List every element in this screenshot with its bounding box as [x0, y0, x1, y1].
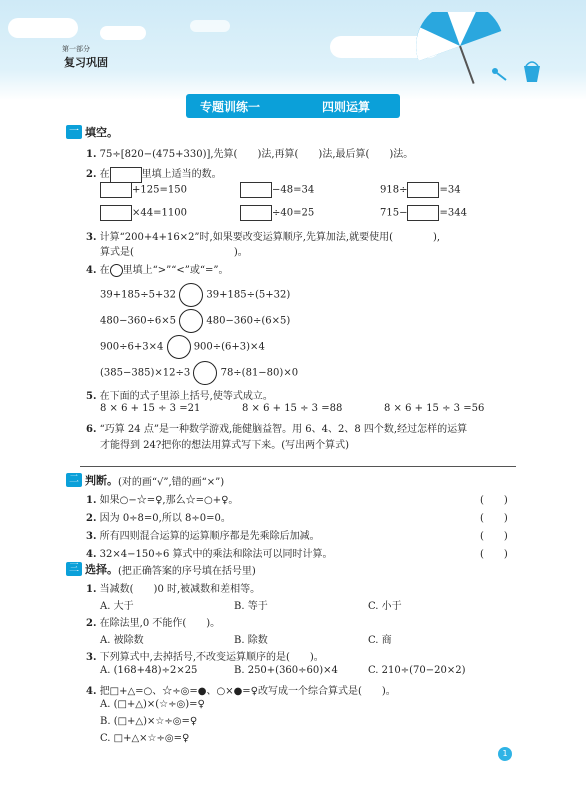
section-number: 三 [66, 562, 82, 576]
comparison-row: 480−360÷6×5 480−360÷(6×5) [100, 309, 290, 333]
section-fill-blank [66, 124, 118, 140]
answer-paren[interactable]: ( ) [480, 495, 508, 506]
judgment-item: 3. 所有四则混合运算的运算顺序都是先乘除后加减。 [86, 531, 320, 542]
section-multiple-choice [66, 561, 256, 577]
compare-circle[interactable] [193, 361, 217, 385]
answer-paren[interactable]: ( ) [480, 549, 508, 560]
judgment-item: 1. 如果○−☆=♀,那么☆=○+♀。 [86, 495, 239, 506]
answer-paren[interactable]: ( ) [480, 513, 508, 524]
banner-label: 专题训练一 [200, 99, 261, 114]
comparison-row: 900÷6+3×4 900÷(6+3)×4 [100, 335, 265, 359]
question-3: 3. 计算“200+4+16×2”时,如果要改变运算顺序,先算加法,就要使用( ), [86, 232, 441, 243]
choice-question: 1. 当减数( )0 时,被减数和差相等。 [86, 584, 261, 595]
choice-option[interactable]: A. (168+48)÷2×25 [100, 665, 198, 676]
section-title: 判断。 [85, 474, 118, 487]
comparison-row: 39+185÷5+32 39+185÷(5+32) [100, 283, 290, 307]
topic-banner [186, 94, 400, 118]
choice-option[interactable]: B. 除数 [234, 635, 268, 646]
compare-circle[interactable] [179, 283, 203, 307]
choice-option[interactable]: B. 250+(360÷60)×4 [234, 665, 338, 676]
equation: 8 × 6 + 15 ÷ 3 =21 [100, 403, 201, 414]
question-1: 1. 75÷[820−(475+330)],先算( )法,再算( )法,最后算( )法。 [86, 149, 414, 160]
equation: +125=150 [100, 182, 187, 198]
judgment-item: 4. 32×4−150÷6 算式中的乘法和除法可以同时计算。 [86, 549, 333, 560]
question-5: 5. 在下面的式子里添上括号,使等式成立。 [86, 391, 273, 402]
cloud [100, 26, 146, 40]
equation: 8 × 6 + 15 ÷ 3 =88 [242, 403, 343, 414]
beach-umbrella-icon [412, 12, 552, 92]
part-name: 复习巩固 [64, 56, 108, 69]
equation: −48=34 [240, 182, 314, 198]
choice-option[interactable]: C. □+△×☆÷◎=♀ [100, 733, 190, 744]
part-label: 第一部分 [62, 45, 90, 53]
cloud [190, 20, 230, 32]
question-6-cont: 才能得到 24?把你的想法用算式写下来。(写出两个算式) [100, 440, 350, 451]
equation: 918÷ =34 [380, 182, 461, 198]
equation: ÷40=25 [240, 205, 314, 221]
page-number: 1 [498, 747, 512, 761]
choice-option[interactable]: A. 大于 [100, 601, 134, 612]
choice-option[interactable]: C. 商 [368, 635, 392, 646]
answer-paren[interactable]: ( ) [480, 531, 508, 542]
compare-circle[interactable] [167, 335, 191, 359]
compare-circle[interactable] [110, 264, 123, 277]
answer-box[interactable] [407, 182, 439, 198]
answer-box[interactable] [100, 182, 132, 198]
shovel-icon [492, 68, 506, 80]
choice-option[interactable]: A. (□+△)×(☆÷◎)=♀ [100, 699, 205, 710]
choice-question: 4. 把□+△=○、☆÷◎=●、○×●=♀改写成一个综合算式是( )。 [86, 686, 396, 697]
cloud [8, 18, 78, 38]
choice-option[interactable]: C. 210÷(70−20×2) [368, 665, 466, 676]
choice-option[interactable]: B. 等于 [234, 601, 268, 612]
section-true-false [66, 472, 224, 488]
bucket-icon [524, 62, 540, 82]
question-4: 4. 在 里填上“>”“<”或“=”。 [86, 265, 229, 276]
compare-circle[interactable] [179, 309, 203, 333]
question-2: 2. 在 里填上适当的数。 [86, 165, 222, 183]
equation: ×44=1100 [100, 205, 187, 221]
answer-box[interactable] [240, 205, 272, 221]
answer-box[interactable] [110, 167, 142, 183]
comparison-row: (385−385)×12÷3 78÷(81−80)×0 [100, 361, 298, 385]
section-title: 填空。 [85, 126, 118, 139]
choice-option[interactable]: A. 被除数 [100, 635, 144, 646]
question-6: 6. “巧算 24 点”是一种数学游戏,能健脑益智。用 6、4、2、8 四个数,经过怎样的运算 [86, 424, 468, 435]
choice-question: 2. 在除法里,0 不能作( )。 [86, 618, 221, 629]
section-title: 选择。 [85, 563, 118, 576]
page-header [0, 0, 586, 100]
banner-title: 四则运算 [321, 99, 370, 114]
judgment-item: 2. 因为 0÷8=0,所以 8÷0=0。 [86, 513, 231, 524]
section-number: 二 [66, 473, 82, 487]
choice-option[interactable]: B. (□+△)×☆÷◎=♀ [100, 716, 198, 727]
equation: 715− =344 [380, 205, 467, 221]
equation: 8 × 6 + 15 ÷ 3 =56 [384, 403, 485, 414]
choice-option[interactable]: C. 小于 [368, 601, 402, 612]
answer-box[interactable] [407, 205, 439, 221]
answer-line[interactable] [80, 466, 516, 467]
question-text: 75÷[820−(475+330)],先算( )法,再算( )法,最后算( )法。 [99, 149, 414, 160]
answer-box[interactable] [100, 205, 132, 221]
choice-question: 3. 下列算式中,去掉括号,不改变运算顺序的是( )。 [86, 652, 324, 663]
answer-box[interactable] [240, 182, 272, 198]
section-number: 一 [66, 125, 82, 139]
section-note: (对的画“√”,错的画“×”) [118, 476, 225, 488]
section-note: (把正确答案的序号填在括号里) [118, 565, 256, 577]
question-3-cont: 算式是( )。 [100, 247, 248, 258]
